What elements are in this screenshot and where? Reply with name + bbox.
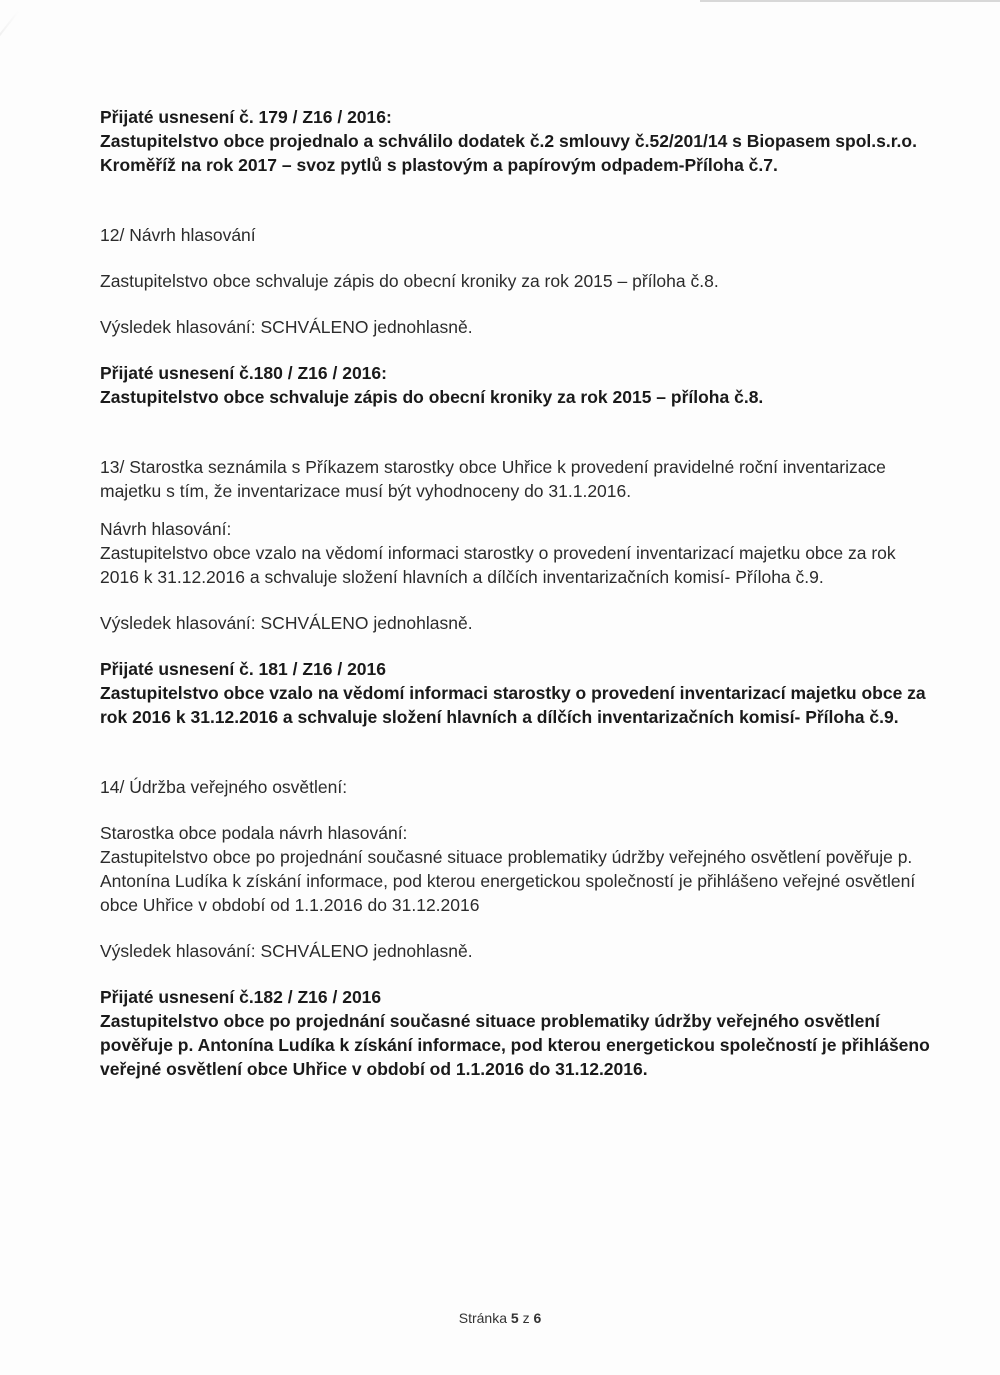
item-14-proposal: Zastupitelstvo obce po projednání současné situace problematiky údržby veřejného osvětlení pověřuje p. Antonína Ludíka k získání informace, pod kterou energetickou společností je přihlášeno veřejné osvětlení obce Uhřice v období od 1.1.2016 do 31.12.2016 [100,847,916,915]
item-12-proposal: Zastupitelstvo obce schvaluje zápis do obecní kroniky za rok 2015 – příloha č.8. [100,271,719,291]
item-14-result: Výsledek hlasování: SCHVÁLENO jednohlasně. [100,941,473,961]
item-14-proposal-label: Starostka obce podala návrh hlasování: [100,823,408,843]
scan-edge-line [700,0,1000,2]
scan-artifact-line [0,10,20,153]
footer-page-total: 6 [533,1310,542,1326]
resolution-181-heading: Přijaté usnesení č. 181 / Z16 / 2016 [100,659,386,679]
resolution-179-text: Zastupitelstvo obce projednalo a schválilo dodatek č.2 smlouvy č.52/201/14 s Biopasem spol.s.r.o. Kroměříž na rok 2017 – svoz pytlů s plastovým a papírovým odpadem-Příloha č.7. [100,131,917,175]
item-13-intro: 13/ Starostka seznámila s Příkazem starostky obce Uhřice k provedení pravidelné roční inventarizace majetku s tím, že inventarizace musí být vyhodnoceny do 31.1.2016. [100,457,886,501]
item-13-proposal: Zastupitelstvo obce vzalo na vědomí informaci starostky o provedení inventarizací majetku obce za rok 2016 k 31.12.2016 a schvaluje složení hlavních a dílčích inventarizačních komisí- Příloha č.9. [100,543,896,587]
resolution-179-heading: Přijaté usnesení č. 179 / Z16 / 2016: [100,107,392,127]
resolution-180-heading: Přijaté usnesení č.180 / Z16 / 2016: [100,363,387,383]
footer-label: Stránka [458,1310,507,1326]
item-13-result: Výsledek hlasování: SCHVÁLENO jednohlasně. [100,613,473,633]
resolution-182-heading: Přijaté usnesení č.182 / Z16 / 2016 [100,987,382,1007]
document-body [100,105,930,1081]
resolution-181-text: Zastupitelstvo obce vzalo na vědomí informaci starostky o provedení inventarizací majetku obce za rok 2016 k 31.12.2016 a schvaluje složení hlavních a dílčích inventarizačních komisí- Příloha č.9. [100,683,926,727]
item-12-heading: 12/ Návrh hlasování [100,225,256,245]
footer-separator: z [522,1310,530,1326]
resolution-182-text: Zastupitelstvo obce po projednání současné situace problematiky údržby veřejného osvětlení pověřuje p. Antonína Ludíka k získání informace, pod kterou energetickou společností je přihlášeno veřejné osvětlení obce Uhřice v období od 1.1.2016 do 31.12.2016. [100,1011,930,1079]
item-13-proposal-label: Návrh hlasování: [100,519,232,539]
item-14-heading: 14/ Údržba veřejného osvětlení: [100,777,348,797]
page-footer [0,1310,1000,1326]
item-12-result: Výsledek hlasování: SCHVÁLENO jednohlasně. [100,317,473,337]
footer-page-number: 5 [510,1310,519,1326]
resolution-180-text: Zastupitelstvo obce schvaluje zápis do obecní kroniky za rok 2015 – příloha č.8. [100,387,764,407]
